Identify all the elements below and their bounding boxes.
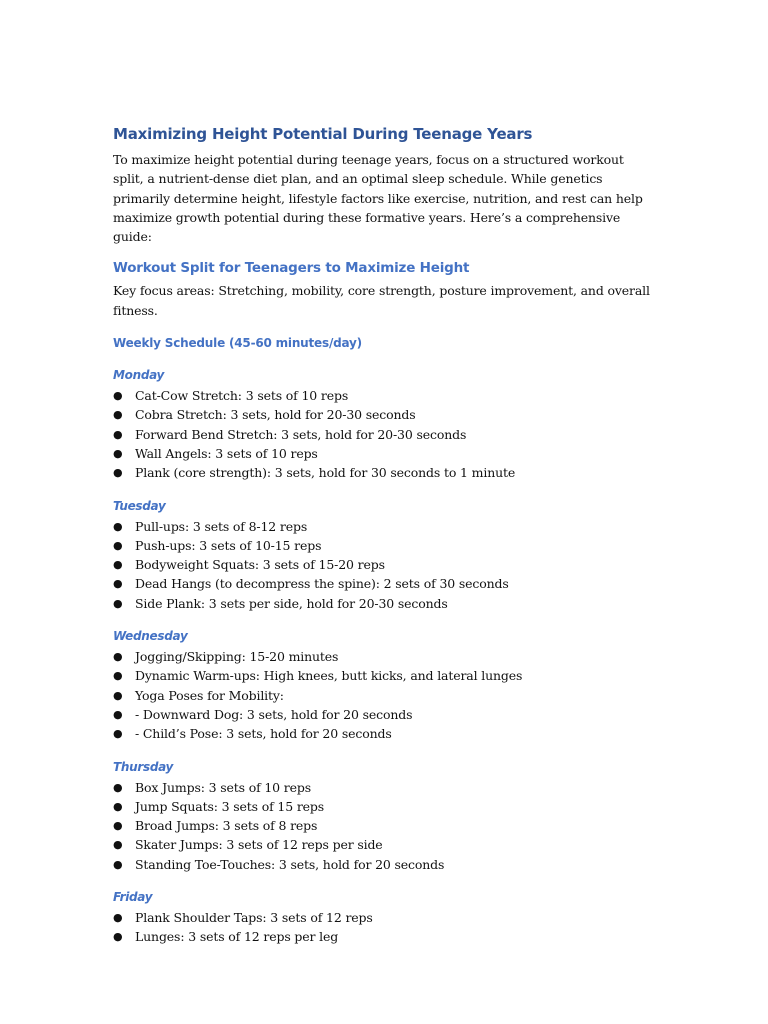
exercise-list-monday: [113, 386, 658, 482]
list-item-text: Push-ups: 3 sets of 10-15 reps: [135, 537, 322, 553]
list-item-text: Broad Jumps: 3 sets of 8 reps: [135, 818, 318, 834]
list-item-text: Standing Toe-Touches: 3 sets, hold for 20 seconds: [135, 856, 445, 872]
bullet-icon: ●: [113, 669, 123, 683]
list-item-text: Cat-Cow Stretch: 3 sets of 10 reps: [135, 388, 349, 404]
list-item-text: Side Plank: 3 sets per side, hold for 20-30 seconds: [135, 595, 448, 611]
schedule-heading: Weekly Schedule (45-60 minutes/day): [113, 336, 362, 351]
day-heading-wednesday: Wednesday: [113, 629, 188, 644]
bullet-icon: ●: [113, 577, 123, 591]
document-title: Maximizing Height Potential During Teenage Years: [113, 125, 533, 143]
bullet-icon: ●: [113, 911, 123, 925]
bullet-icon: ●: [113, 558, 123, 572]
day-heading-thursday: Thursday: [113, 759, 174, 774]
bullet-icon: ●: [113, 446, 123, 460]
intro-paragraph: To maximize height potential during teenage years, focus on a structured workout split, a nutrient-dense diet plan, and an optimal sleep schedule. While genetics primarily determine height, lifestyle factors like exercise, nutrition, and rest can help maximize growth potential during these formative years. Here’s a comprehensive guide:: [113, 152, 643, 245]
bullet-icon: ●: [113, 707, 123, 721]
bullet-icon: ●: [113, 930, 123, 944]
list-item-text: Cobra Stretch: 3 sets, hold for 20-30 seconds: [135, 407, 416, 423]
list-item: [113, 816, 658, 835]
exercise-list-tuesday: [113, 517, 658, 613]
bullet-icon: ●: [113, 408, 123, 422]
bullet-icon: ●: [113, 838, 123, 852]
key-focus-paragraph: Key focus areas: Stretching, mobility, core strength, posture improvement, and overall fitness.: [113, 283, 650, 318]
day-heading-tuesday: Tuesday: [113, 498, 166, 513]
bullet-icon: ●: [113, 389, 123, 403]
list-item-text: Jogging/Skipping: 15-20 minutes: [135, 649, 339, 665]
list-item-text: - Downward Dog: 3 sets, hold for 20 seconds: [135, 706, 413, 722]
list-item-text: - Child’s Pose: 3 sets, hold for 20 seconds: [135, 726, 392, 742]
list-item: [113, 835, 658, 854]
list-item: [113, 724, 658, 743]
list-item: [113, 386, 658, 405]
bullet-icon: ●: [113, 857, 123, 871]
exercise-list-wednesday: [113, 647, 658, 743]
list-item: [113, 855, 658, 874]
bullet-icon: ●: [113, 799, 123, 813]
list-item: [113, 778, 658, 797]
list-item-text: Box Jumps: 3 sets of 10 reps: [135, 779, 311, 795]
list-item-text: Forward Bend Stretch: 3 sets, hold for 20-30 seconds: [135, 426, 467, 442]
list-item: [113, 927, 658, 946]
bullet-icon: ●: [113, 519, 123, 533]
list-item-text: Skater Jumps: 3 sets of 12 reps per side: [135, 837, 383, 853]
list-item: [113, 666, 658, 685]
day-heading-monday: Monday: [113, 368, 165, 383]
exercise-list-thursday: [113, 778, 658, 874]
exercise-list-friday: [113, 908, 658, 947]
list-item-text: Jump Squats: 3 sets of 15 reps: [135, 798, 325, 814]
bullet-icon: ●: [113, 650, 123, 664]
bullet-icon: ●: [113, 466, 123, 480]
bullet-icon: ●: [113, 727, 123, 741]
list-item-text: Yoga Poses for Mobility:: [135, 687, 284, 703]
list-item: [113, 686, 658, 705]
bullet-icon: ●: [113, 538, 123, 552]
list-item: [113, 797, 658, 816]
list-item: [113, 647, 658, 666]
list-item-text: Plank (core strength): 3 sets, hold for 30 seconds to 1 minute: [135, 465, 516, 481]
list-item: [113, 536, 658, 555]
list-item-text: Plank Shoulder Taps: 3 sets of 12 reps: [135, 910, 373, 926]
list-item: [113, 594, 658, 613]
list-item: [113, 425, 658, 444]
list-item: [113, 405, 658, 424]
bullet-icon: ●: [113, 780, 123, 794]
document-body: [113, 123, 658, 947]
list-item: [113, 574, 658, 593]
list-item-text: Bodyweight Squats: 3 sets of 15-20 reps: [135, 557, 385, 573]
list-item-text: Dynamic Warm-ups: High knees, butt kicks, and lateral lunges: [135, 668, 523, 684]
list-item-text: Lunges: 3 sets of 12 reps per leg: [135, 929, 339, 945]
list-item: [113, 517, 658, 536]
bullet-icon: ●: [113, 427, 123, 441]
workout-heading: Workout Split for Teenagers to Maximize Height: [113, 260, 470, 277]
list-item: [113, 705, 658, 724]
list-item: [113, 908, 658, 927]
weekly-schedule: [113, 367, 658, 947]
list-item: [113, 463, 658, 482]
list-item: [113, 555, 658, 574]
list-item-text: Pull-ups: 3 sets of 8-12 reps: [135, 518, 308, 534]
list-item-text: Dead Hangs (to decompress the spine): 2 sets of 30 seconds: [135, 576, 509, 592]
list-item: [113, 444, 658, 463]
list-item-text: Wall Angels: 3 sets of 10 reps: [135, 445, 318, 461]
bullet-icon: ●: [113, 688, 123, 702]
day-heading-friday: Friday: [113, 890, 153, 905]
bullet-icon: ●: [113, 819, 123, 833]
bullet-icon: ●: [113, 596, 123, 610]
